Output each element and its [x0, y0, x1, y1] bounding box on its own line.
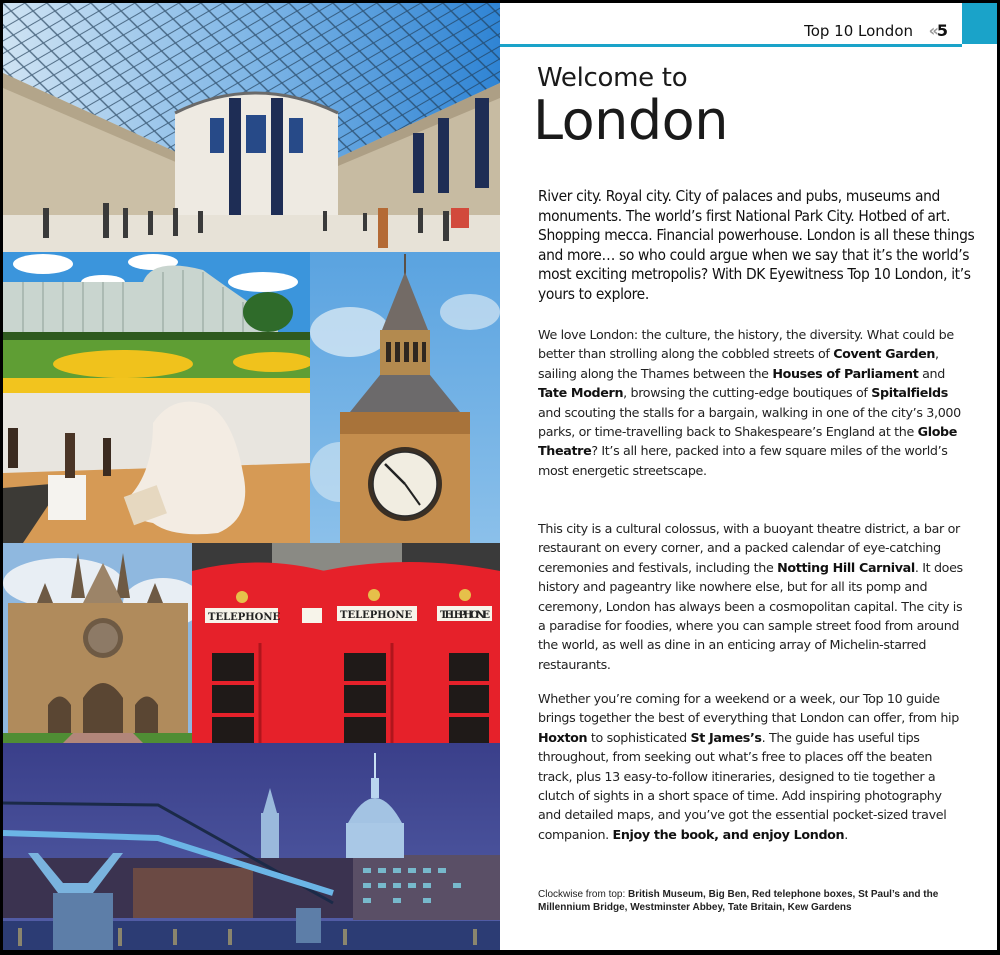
photo-kew-gardens [3, 252, 310, 393]
highlight-place: Globe Theatre [538, 424, 958, 459]
highlight-place: Hoxton [538, 729, 588, 745]
page-title: London [533, 89, 728, 152]
svg-text:TELEPHONE: TELEPHONE [440, 610, 490, 621]
body-paragraph: Whether you’re coming for a weekend or a week, our Top 10 guide brings together the best of everything that London can offer, from hip Hoxton to sophisticated St James’s. The guide has useful tips throughout, from seeking out what’s free to places off the beaten track, plus 13 easy-to-follow itineraries, designed to tie together a clutch of sights in a short space of time. Add inspiring photography and detailed maps, and you’ve got the essential pocket-sized travel companion. Enjoy the book, and enjoy London. [538, 691, 959, 842]
body-paragraph: We love London: the culture, the history, the diversity. What could be better than strolling along the cobbled streets of Covent Garden, sailing along the Thames between the Houses of Parliament and Tate Modern, browsing the cutting-edge boutiques of Spitalfields and scouting the stalls for a bargain, walking in one of the city’s 3,000 parks, or time-travelling back to Shakespeare’s England at the Globe Theatre? It’s all here, packed into a few square miles of the world’s most energetic streetscape. [538, 327, 961, 478]
intro-lede: River city. Royal city. City of palaces and pubs, museums and monuments. The world’s first National Park City. Hotbed of art. Shopping mecca. Financial powerhouse. London is all these things and more… so who could argue when we say that it’s the world’s most exciting metropolis? With DK Eyewitness Top 10 London, it’s yours to explore. [538, 187, 975, 303]
highlight-place: Notting Hill Carnival [777, 559, 915, 575]
highlight-place: Tate Modern [538, 385, 624, 401]
highlight-place: Enjoy the book, and enjoy London [612, 826, 845, 842]
heading-kicker: Welcome to [537, 63, 688, 93]
highlight-place: Spitalfields [871, 385, 948, 401]
photo-british-museum [3, 3, 500, 252]
highlight-place: Houses of Parliament [772, 365, 919, 381]
caption-lead: Clockwise from top: [538, 889, 629, 900]
svg-text:TELEPHONE: TELEPHONE [208, 612, 281, 623]
running-head [500, 3, 997, 45]
book-title: Top 10 London [804, 22, 913, 40]
photo-caption [538, 888, 978, 914]
highlight-place: Covent Garden [833, 346, 936, 362]
photo-big-ben [310, 252, 500, 543]
guidebook-page [500, 3, 997, 950]
photo-tate-britain [3, 393, 310, 543]
chevron-left-icon: « [928, 21, 939, 40]
page-number: 5 [936, 21, 948, 40]
svg-text:TELEPHONE: TELEPHONE [340, 610, 413, 621]
header-rule [500, 44, 962, 47]
caption-items: British Museum, Big Ben, Red telephone boxes, St Paul’s and the Millennium Bridge, Westminster Abbey, Tate Britain, Kew Gardens [538, 889, 939, 913]
body-paragraph: This city is a cultural colossus, with a buoyant theatre district, a bar or restaurant on every corner, and a packed calendar of eye-catching ceremonies and festivals, including the Notting Hill Carnival. It does history and pageantry like nowhere else, but for all its pomp and ceremony, London has always been a cosmopolitan capital. The city is a paradise for foodies, where you can sample street food from around the world, as well as dine in an enticing array of Michelin-starred restaurants. [538, 521, 963, 672]
photo-st-pauls-millennium-bridge [3, 743, 500, 950]
photo-telephone-boxes [192, 543, 500, 743]
photo-westminster-abbey [3, 543, 192, 743]
highlight-place: St James’s [690, 729, 762, 745]
page-tab-marker [962, 3, 997, 44]
